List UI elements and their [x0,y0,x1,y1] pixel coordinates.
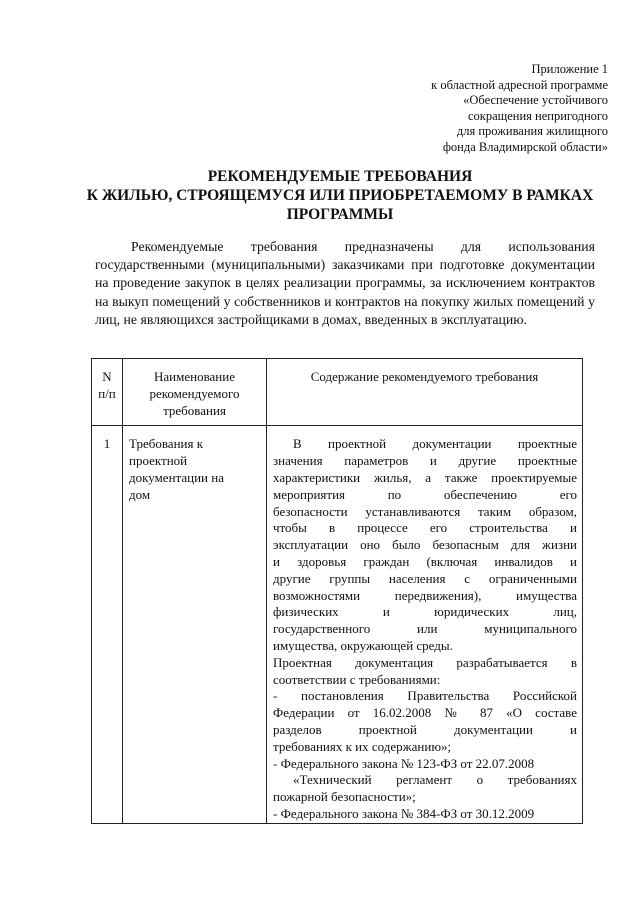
header-number-line: п/п [98,385,116,401]
content-line: и здоровья граждан (включая инвалидов и [273,553,577,569]
content-line: - Федерального закона № 384-ФЗ от 30.12.2009 [273,805,535,821]
document-title [60,167,620,224]
header-name-line: требования [163,402,226,418]
content-line: Федерации от 16.02.2008 № 87 «О составе [273,705,577,721]
content-line: физических и юридических лиц, [273,604,577,620]
content-line: пожарной безопасности»; [273,789,416,805]
row-number: 1 [92,426,123,823]
title-line: ПРОГРАММЫ [286,206,394,223]
content-line: «Технический регламент о требованиях [293,772,577,788]
appendix-line: для проживания жилищного [456,124,608,138]
header-name [123,359,267,426]
content-line: характеристики жилья, а также проектируемые [273,469,577,485]
row-name-line: Требования к [129,436,204,452]
content-line: - постановления Правительства Российской [273,688,577,704]
intro-text: Рекомендуемые требования предназначены для использования государственными (муниципальными) заказчиками при подготовке документации на проведение закупок в целях реализации программы, за исключением контрактов на выкуп помещений у собственников и контрактов на покупку жилых помещений у лиц, не являющихся застройщиками в домах, введенных в эксплуатацию. [95,239,595,327]
title-line: РЕКОМЕНДУЕМЫЕ ТРЕБОВАНИЯ [207,168,473,185]
appendix-note [431,62,608,155]
content-line: В проектной документации проектные [293,436,577,452]
row-name-line: дом [129,486,151,502]
content-line: возможностями передвижения), имущества [273,587,577,603]
content-line: чтобы в процессе его строительства и [273,520,577,536]
table-row [92,426,583,823]
content-line: мероприятия по обеспечению его [273,486,577,502]
content-line: эксплуатации оно было безопасным для жизни [273,537,577,553]
row-name-line: документации на [129,469,224,485]
appendix-line: «Обеспечение устойчивого [463,93,608,107]
header-name-line: Наименование [154,369,235,384]
content-line: безопасности устанавливаются таким образом, [273,503,577,519]
content-line: разделов проектной документации и [273,721,577,737]
content-line: другие группы населения с ограниченными [273,570,577,586]
appendix-line: Приложение 1 [531,62,608,76]
row-content [267,426,583,823]
header-name-line: рекомендуемого [149,385,240,401]
content-line: государственного или муниципального [273,621,577,637]
content-line: значения параметров и другие проектные [273,453,577,469]
appendix-line: к областной адресной программе [431,77,608,92]
intro-paragraph [95,238,595,329]
appendix-line: сокращения непригодного [467,108,608,123]
title-line: К ЖИЛЬЮ, СТРОЯЩЕМУСЯ ИЛИ ПРИОБРЕТАЕМОМУ В РАМКАХ [86,187,594,204]
table-header-row [92,359,583,426]
appendix-line: фонда Владимирской области» [442,139,608,154]
row-name [123,426,267,823]
content-line: - Федерального закона № 123-ФЗ от 22.07.2008 [273,755,535,771]
requirements-table [91,358,583,824]
content-line: соответствии с требованиями: [273,671,441,687]
row-name-line: проектной [129,453,188,469]
header-number-line: N [102,369,112,384]
content-line: требованиях к их содержанию»; [273,738,452,754]
content-line: имущества, окружающей среды. [273,637,453,653]
content-line: Проектная документация разрабатывается в [273,654,577,670]
header-number [92,359,123,426]
header-content: Содержание рекомендуемого требования [267,359,583,426]
